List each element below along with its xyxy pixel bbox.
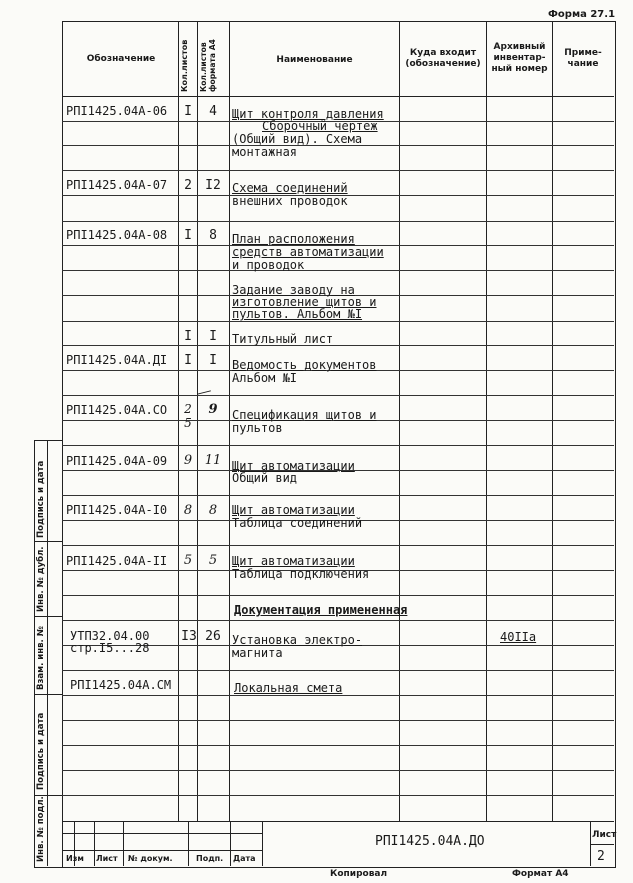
sheet-label: Лист [592,830,617,840]
row-designation: УТП32.04.00 [70,629,150,643]
row-archive-number: 40IIа [500,630,537,644]
header-sheets-count: Кол.листов [180,39,189,92]
title-block-vline [188,821,189,866]
row-name-line: Сборочный чертеж [262,119,378,133]
row-name-line: пультов. Альбом №I [232,307,363,321]
title-col-sign: Подп. [196,854,224,863]
row-a4: I [209,353,217,368]
side-label-inv-podl: Инв. № подл. [36,796,46,862]
title-block-vline [123,821,124,866]
row-name-line: и проводок [232,258,305,272]
row-divider [62,395,614,396]
title-col-doc: № докум. [128,854,173,863]
title-block-line [62,833,262,834]
row-name-line: Щит автоматизации [232,459,355,473]
row-a4: 8 [209,228,217,243]
title-block-vline [230,821,231,866]
col-line-sheets [197,21,198,821]
title-col-list: Лист [96,854,118,863]
row-name-line: Щит контроля давления [232,107,384,121]
row-designation: РПI1425.04А-I0 [66,503,168,517]
title-block-top [62,821,614,822]
row-divider [62,495,614,496]
row-name-line: Таблица подключения [232,567,370,581]
row-divider [62,720,614,721]
row-designation: РПI1425.04А-II [66,554,168,568]
row-name-line: изготовление щитов и [232,295,377,309]
header-designation: Обозначение [86,54,156,64]
title-block-line [62,850,262,851]
row-designation: РПI1425.04А-07 [66,178,168,192]
row-name-line: Общий вид [232,471,298,485]
row-divider [62,795,614,796]
side-stamp-line [34,541,62,542]
side-label-sign-date: Подпись и дата [36,460,46,538]
row-divider [62,745,614,746]
row-designation-page: стр.I5...28 [70,641,150,655]
sheet-number: 2 [597,849,605,864]
row-divider [62,170,614,171]
row-designation: РПI1425.04А-09 [66,454,168,468]
row-name-line: (Общий вид). Схема [232,132,363,146]
title-block-vline [94,821,95,866]
row-name-line: Документация примененная [234,603,408,617]
row-a4: I2 [205,178,221,193]
row-designation: РПI1425.04А-06 [66,104,168,118]
row-name-line: План расположения [232,232,355,246]
row-name-line: Альбом №I [232,371,298,385]
row-name-line: Титульный лист [232,332,334,346]
header-bottom-line [62,96,614,97]
row-divider [62,670,614,671]
row-sheets: 5 [183,553,193,568]
header-a4-count: Кол.листов формата А4 [199,39,217,92]
row-name-line: Таблица соединений [232,516,363,530]
row-divider [62,695,614,696]
row-divider [62,345,614,346]
row-sheets: I [184,353,192,368]
row-a4: 5 [208,553,218,568]
side-label-vzam-inv: Взам. инв. № [36,626,46,690]
row-divider [62,221,614,222]
col-line-archive [552,21,553,821]
row-name-line: внешних проводок [232,194,348,208]
title-col-date: Дата [233,854,256,863]
row-sheets: 9 [183,453,193,468]
row-name-line: магнита [232,646,283,660]
side-label-inv-dubl: Инв. № дубл. [36,546,46,612]
row-sheets: 8 [183,503,193,518]
header-archive-number: Архивный инвентар-ный номер [491,42,548,74]
footer-copied: Копировал [330,869,388,879]
side-stamp-line [34,616,62,617]
row-a4: 4 [209,104,217,119]
header-where-included: Куда входит (обозначение) [405,48,481,69]
col-line-name [399,21,400,821]
title-col-izm: Изм [66,854,84,863]
row-a4: 26 [205,629,221,644]
row-divider [62,595,614,596]
row-name-line: Схема соединений [232,181,348,195]
row-name-line: Локальная смета [234,681,343,695]
side-stamp-line [34,694,62,695]
side-label-sign-date-2: Подпись и дата [36,712,46,790]
row-name-line: монтажная [232,145,298,159]
row-a4: 11 [204,453,222,468]
footer-format: Формат А4 [512,869,569,879]
header-note: Приме-чание [564,48,602,69]
row-sheets: I3 [181,629,197,644]
row-name-line: Щит автоматизации [232,503,355,517]
header-name: Наименование [276,55,353,65]
row-designation: РПI1425.04А.СМ [70,678,172,692]
row-name-line: Щит автоматизации [232,554,355,568]
title-block-line [590,844,614,845]
row-name-line: средств автоматизации [232,245,384,259]
row-divider [62,270,614,271]
row-name-line: Ведомость документов [232,358,377,372]
row-a4: I [209,329,217,344]
col-line-a4 [229,21,230,821]
row-a4: 8 [208,503,218,518]
row-designation: РПI1425.04А.СО [66,403,168,417]
row-sheets: I [184,329,192,344]
row-sheets: 2 [184,178,192,193]
doc-code: РПI1425.04А.ДО [375,834,485,849]
col-line-where [486,21,487,821]
row-divider [62,321,614,322]
row-name-line: Установка электро- [232,633,363,647]
side-stamp-divider [47,440,48,866]
row-divider [62,445,614,446]
row-sheets: 2 5 [184,402,192,430]
title-block-vline [262,821,263,866]
row-sheets: I [184,228,192,243]
row-name-line: пультов [232,421,283,435]
row-divider [62,620,614,621]
row-name-line: Спецификация щитов и [232,408,377,422]
row-divider [62,545,614,546]
row-designation: РПI1425.04А.ДI [66,353,168,367]
row-sheets: I [184,104,192,119]
row-name-line: Задание заводу на [232,283,355,297]
row-divider [62,770,614,771]
row-a4: 9 [208,402,218,417]
row-designation: РПI1425.04А-08 [66,228,168,242]
form-label: Форма 27.1 [548,9,616,20]
